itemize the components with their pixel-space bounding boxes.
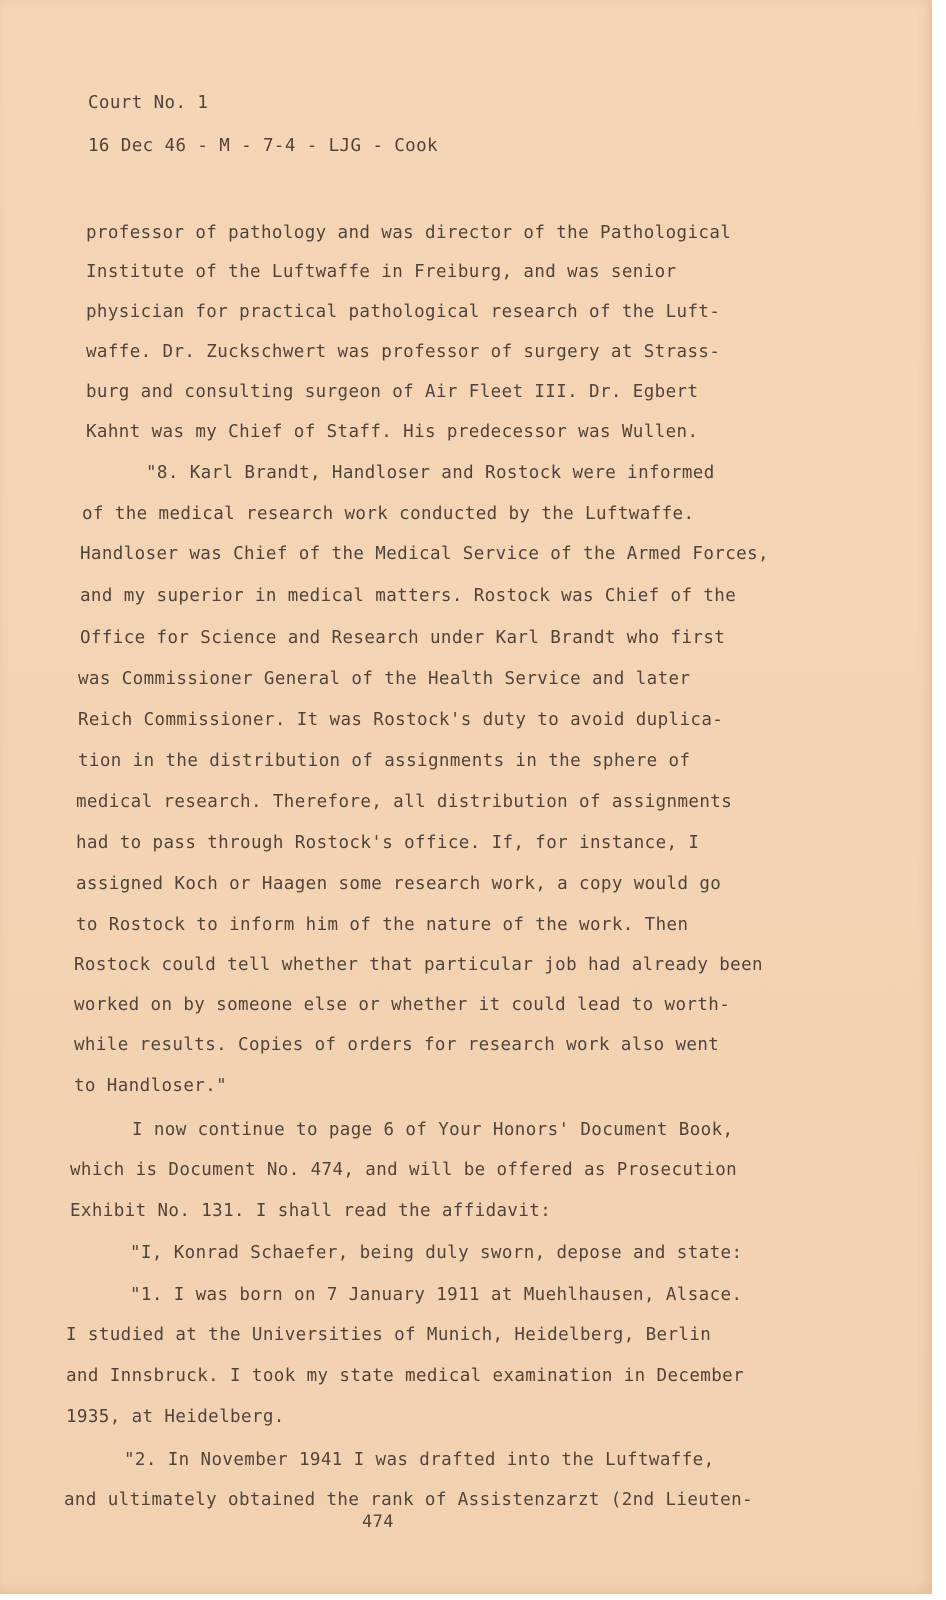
body-line: while results. Copies of orders for research work also went: [74, 1035, 720, 1055]
document-reference: 16 Dec 46 - M - 7-4 - LJG - Cook: [88, 136, 438, 156]
court-header: Court No. 1: [88, 93, 209, 113]
body-line: had to pass through Rostock's office. If, for instance, I: [76, 833, 700, 853]
body-line: 1935, at Heidelberg.: [66, 1407, 285, 1427]
body-line: I now continue to page 6 of Your Honors' Document Book,: [132, 1120, 734, 1140]
body-line: which is Document No. 474, and will be offered as Prosecution: [70, 1160, 738, 1180]
body-line: Exhibit No. 131. I shall read the affidavit:: [70, 1201, 552, 1221]
body-line: Handloser was Chief of the Medical Service of the Armed Forces,: [80, 544, 769, 564]
body-line: professor of pathology and was director of the Pathological: [86, 223, 732, 243]
body-line: "2. In November 1941 I was drafted into the Luftwaffe,: [124, 1450, 715, 1470]
body-line: tion in the distribution of assignments in the sphere of: [78, 751, 691, 771]
body-line: and ultimately obtained the rank of Assistenzarzt (2nd Lieuten-: [64, 1490, 753, 1510]
body-line: "8. Karl Brandt, Handloser and Rostock were informed: [146, 463, 715, 483]
body-line: physician for practical pathological research of the Luft-: [86, 302, 721, 322]
body-line: Institute of the Luftwaffe in Freiburg, and was senior: [86, 262, 677, 282]
body-line: and Innsbruck. I took my state medical examination in December: [66, 1366, 745, 1386]
body-line: medical research. Therefore, all distribution of assignments: [76, 792, 733, 812]
body-line: Rostock could tell whether that particular job had already been: [74, 955, 763, 975]
body-line: to Rostock to inform him of the nature of the work. Then: [76, 915, 689, 935]
body-line: "1. I was born on 7 January 1911 at Muehlhausen, Alsace.: [130, 1285, 743, 1305]
body-line: worked on by someone else or whether it could lead to worth-: [74, 995, 731, 1015]
body-line: Reich Commissioner. It was Rostock's duty to avoid duplica-: [78, 710, 724, 730]
body-line: Office for Science and Research under Karl Brandt who first: [80, 628, 726, 648]
body-line: burg and consulting surgeon of Air Fleet III. Dr. Egbert: [86, 382, 699, 402]
body-line: "I, Konrad Schaefer, being duly sworn, depose and state:: [130, 1243, 743, 1263]
body-line: to Handloser.": [74, 1076, 228, 1096]
body-line: waffe. Dr. Zuckschwert was professor of surgery at Strass-: [86, 342, 721, 362]
body-line: assigned Koch or Haagen some research work, a copy would go: [76, 874, 722, 894]
page-number: 474: [362, 1512, 394, 1532]
body-line: I studied at the Universities of Munich, Heidelberg, Berlin: [66, 1325, 712, 1345]
body-line: of the medical research work conducted by the Luftwaffe.: [82, 504, 695, 524]
body-line: Kahnt was my Chief of Staff. His predecessor was Wullen.: [86, 422, 699, 442]
body-line: was Commissioner General of the Health Service and later: [78, 669, 691, 689]
body-line: and my superior in medical matters. Rostock was Chief of the: [80, 586, 737, 606]
